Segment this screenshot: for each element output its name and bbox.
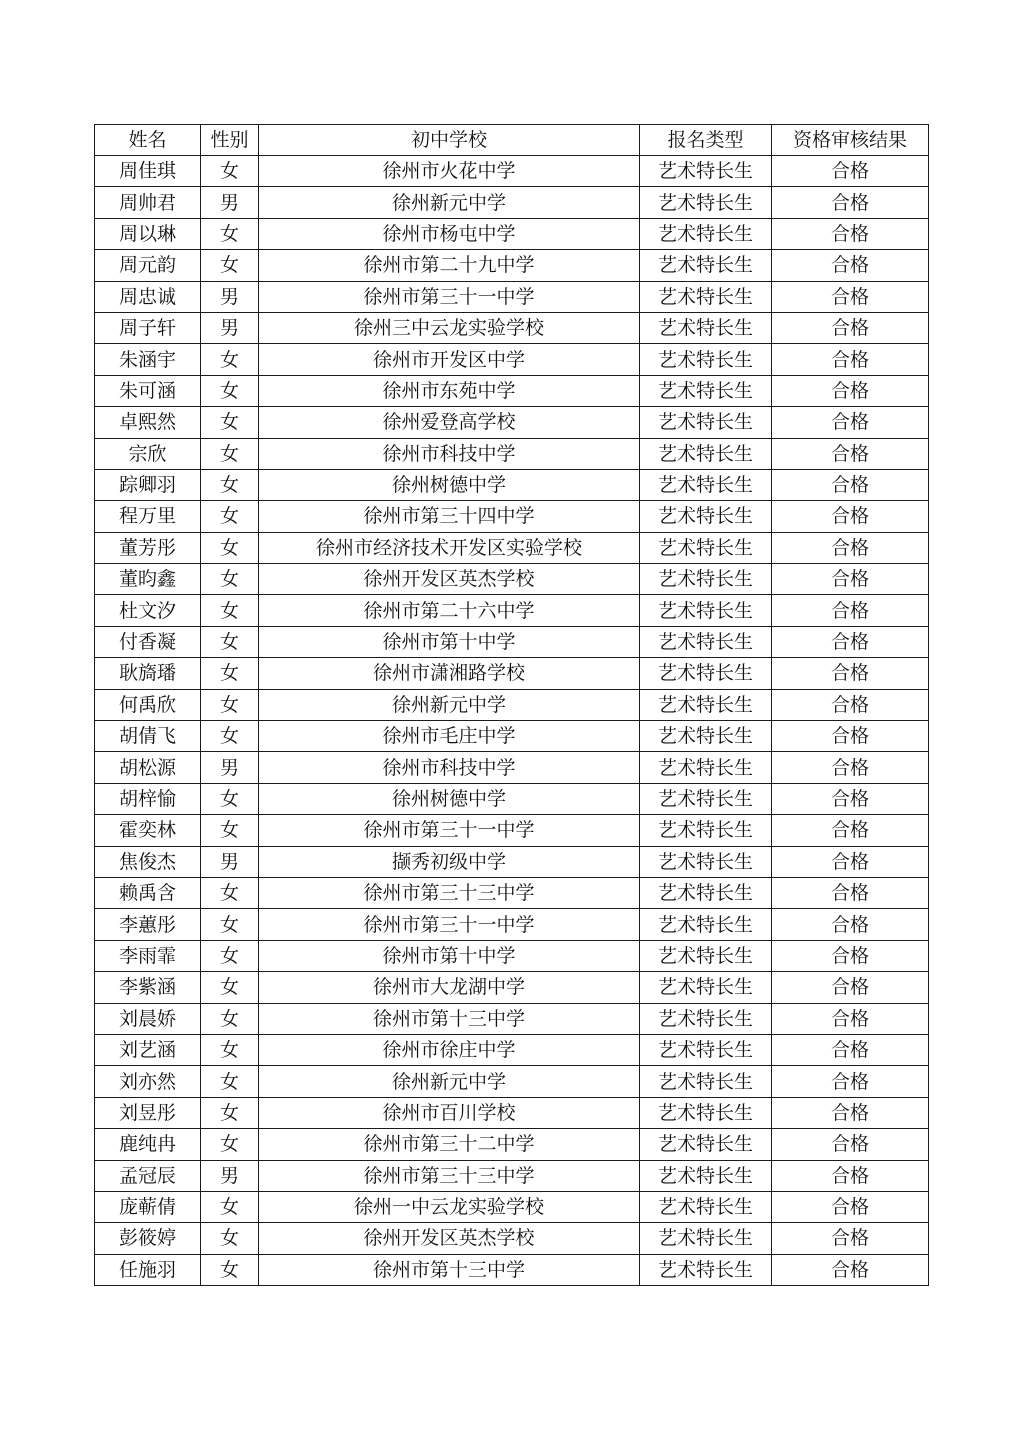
cell-gender: 男 <box>201 187 259 218</box>
table-row <box>95 815 929 846</box>
cell-name: 董芳彤 <box>95 532 201 563</box>
table-row <box>95 218 929 249</box>
cell-school: 徐州市第十中学 <box>259 626 640 657</box>
cell-name: 程万里 <box>95 501 201 532</box>
cell-result: 合格 <box>772 312 929 343</box>
header-type: 报名类型 <box>640 125 772 156</box>
document-page <box>94 124 928 1286</box>
cell-school: 徐州市第三十一中学 <box>259 815 640 846</box>
cell-type: 艺术特长生 <box>640 312 772 343</box>
cell-result: 合格 <box>772 909 929 940</box>
table-body <box>95 156 929 1286</box>
table-row <box>95 281 929 312</box>
cell-name: 李蕙彤 <box>95 909 201 940</box>
cell-school: 撷秀初级中学 <box>259 846 640 877</box>
cell-result: 合格 <box>772 281 929 312</box>
cell-school: 徐州市大龙湖中学 <box>259 972 640 1003</box>
cell-name: 任施羽 <box>95 1254 201 1285</box>
cell-result: 合格 <box>772 1034 929 1065</box>
table-row <box>95 1097 929 1128</box>
cell-name: 周子轩 <box>95 312 201 343</box>
cell-gender: 女 <box>201 595 259 626</box>
cell-result: 合格 <box>772 407 929 438</box>
cell-type: 艺术特长生 <box>640 564 772 595</box>
cell-type: 艺术特长生 <box>640 1003 772 1034</box>
cell-name: 杜文汐 <box>95 595 201 626</box>
cell-school: 徐州市徐庄中学 <box>259 1034 640 1065</box>
table-row <box>95 689 929 720</box>
cell-result: 合格 <box>772 595 929 626</box>
cell-result: 合格 <box>772 218 929 249</box>
table-row <box>95 721 929 752</box>
table-row <box>95 1254 929 1285</box>
header-result: 资格审核结果 <box>772 125 929 156</box>
cell-school: 徐州市百川学校 <box>259 1097 640 1128</box>
cell-gender: 男 <box>201 312 259 343</box>
cell-school: 徐州新元中学 <box>259 1066 640 1097</box>
cell-school: 徐州树德中学 <box>259 469 640 500</box>
cell-result: 合格 <box>772 564 929 595</box>
cell-gender: 男 <box>201 846 259 877</box>
table-row <box>95 877 929 908</box>
cell-type: 艺术特长生 <box>640 1191 772 1222</box>
cell-gender: 女 <box>201 815 259 846</box>
cell-name: 朱涵宇 <box>95 344 201 375</box>
cell-name: 周忠诚 <box>95 281 201 312</box>
cell-name: 耿旖璠 <box>95 658 201 689</box>
cell-result: 合格 <box>772 721 929 752</box>
cell-type: 艺术特长生 <box>640 187 772 218</box>
table-row <box>95 438 929 469</box>
cell-name: 胡松源 <box>95 752 201 783</box>
cell-type: 艺术特长生 <box>640 1160 772 1191</box>
table-row <box>95 752 929 783</box>
cell-gender: 男 <box>201 752 259 783</box>
cell-type: 艺术特长生 <box>640 721 772 752</box>
cell-school: 徐州市第三十三中学 <box>259 877 640 908</box>
header-gender: 性别 <box>201 125 259 156</box>
cell-school: 徐州市第三十二中学 <box>259 1129 640 1160</box>
cell-school: 徐州市第三十四中学 <box>259 501 640 532</box>
cell-type: 艺术特长生 <box>640 1097 772 1128</box>
cell-gender: 男 <box>201 1160 259 1191</box>
cell-gender: 女 <box>201 1066 259 1097</box>
header-school: 初中学校 <box>259 125 640 156</box>
cell-type: 艺术特长生 <box>640 658 772 689</box>
cell-name: 宗欣 <box>95 438 201 469</box>
cell-gender: 女 <box>201 1191 259 1222</box>
cell-school: 徐州市第十中学 <box>259 940 640 971</box>
cell-result: 合格 <box>772 1160 929 1191</box>
header-row <box>95 125 929 156</box>
table-row <box>95 407 929 438</box>
cell-type: 艺术特长生 <box>640 940 772 971</box>
table-row <box>95 156 929 187</box>
cell-gender: 女 <box>201 1034 259 1065</box>
table-row <box>95 1066 929 1097</box>
table-row <box>95 940 929 971</box>
cell-name: 付香凝 <box>95 626 201 657</box>
cell-result: 合格 <box>772 438 929 469</box>
qualification-review-table <box>94 124 929 1286</box>
table-row <box>95 1129 929 1160</box>
cell-result: 合格 <box>772 846 929 877</box>
cell-name: 刘亦然 <box>95 1066 201 1097</box>
cell-type: 艺术特长生 <box>640 783 772 814</box>
table-row <box>95 564 929 595</box>
cell-school: 徐州市第十三中学 <box>259 1254 640 1285</box>
cell-type: 艺术特长生 <box>640 532 772 563</box>
cell-gender: 女 <box>201 721 259 752</box>
table-row <box>95 187 929 218</box>
cell-gender: 女 <box>201 375 259 406</box>
table-row <box>95 658 929 689</box>
cell-name: 孟冠辰 <box>95 1160 201 1191</box>
cell-result: 合格 <box>772 1254 929 1285</box>
cell-type: 艺术特长生 <box>640 1223 772 1254</box>
cell-school: 徐州爱登高学校 <box>259 407 640 438</box>
cell-school: 徐州市潇湘路学校 <box>259 658 640 689</box>
cell-gender: 女 <box>201 783 259 814</box>
cell-gender: 女 <box>201 658 259 689</box>
cell-result: 合格 <box>772 532 929 563</box>
cell-result: 合格 <box>772 1097 929 1128</box>
cell-type: 艺术特长生 <box>640 250 772 281</box>
cell-type: 艺术特长生 <box>640 689 772 720</box>
cell-name: 霍奕林 <box>95 815 201 846</box>
cell-name: 刘昱彤 <box>95 1097 201 1128</box>
cell-school: 徐州市科技中学 <box>259 752 640 783</box>
cell-name: 董昀鑫 <box>95 564 201 595</box>
cell-result: 合格 <box>772 501 929 532</box>
cell-name: 周佳琪 <box>95 156 201 187</box>
table-row <box>95 532 929 563</box>
cell-school: 徐州新元中学 <box>259 689 640 720</box>
cell-school: 徐州市第三十一中学 <box>259 281 640 312</box>
cell-result: 合格 <box>772 815 929 846</box>
cell-gender: 女 <box>201 532 259 563</box>
cell-school: 徐州新元中学 <box>259 187 640 218</box>
table-row <box>95 1003 929 1034</box>
cell-name: 朱可涵 <box>95 375 201 406</box>
cell-name: 庞蕲倩 <box>95 1191 201 1222</box>
cell-name: 赖禹含 <box>95 877 201 908</box>
table-row <box>95 1034 929 1065</box>
cell-gender: 女 <box>201 156 259 187</box>
cell-result: 合格 <box>772 375 929 406</box>
cell-result: 合格 <box>772 1003 929 1034</box>
cell-type: 艺术特长生 <box>640 626 772 657</box>
cell-type: 艺术特长生 <box>640 407 772 438</box>
cell-school: 徐州开发区英杰学校 <box>259 564 640 595</box>
cell-result: 合格 <box>772 1223 929 1254</box>
table-row <box>95 1160 929 1191</box>
cell-gender: 女 <box>201 1003 259 1034</box>
cell-school: 徐州市杨屯中学 <box>259 218 640 249</box>
cell-name: 焦俊杰 <box>95 846 201 877</box>
cell-type: 艺术特长生 <box>640 909 772 940</box>
table-row <box>95 501 929 532</box>
table-row <box>95 375 929 406</box>
cell-gender: 女 <box>201 1223 259 1254</box>
cell-type: 艺术特长生 <box>640 1254 772 1285</box>
cell-result: 合格 <box>772 1066 929 1097</box>
cell-gender: 男 <box>201 281 259 312</box>
cell-gender: 女 <box>201 877 259 908</box>
cell-type: 艺术特长生 <box>640 218 772 249</box>
cell-type: 艺术特长生 <box>640 1129 772 1160</box>
cell-name: 卓熙然 <box>95 407 201 438</box>
cell-school: 徐州市开发区中学 <box>259 344 640 375</box>
cell-gender: 女 <box>201 469 259 500</box>
cell-result: 合格 <box>772 689 929 720</box>
cell-result: 合格 <box>772 250 929 281</box>
table-row <box>95 626 929 657</box>
cell-school: 徐州树德中学 <box>259 783 640 814</box>
cell-gender: 女 <box>201 1129 259 1160</box>
cell-school: 徐州市东苑中学 <box>259 375 640 406</box>
cell-school: 徐州市第三十一中学 <box>259 909 640 940</box>
cell-name: 踪卿羽 <box>95 469 201 500</box>
cell-type: 艺术特长生 <box>640 438 772 469</box>
cell-type: 艺术特长生 <box>640 469 772 500</box>
cell-result: 合格 <box>772 1129 929 1160</box>
cell-school: 徐州市毛庄中学 <box>259 721 640 752</box>
cell-name: 鹿纯冉 <box>95 1129 201 1160</box>
cell-type: 艺术特长生 <box>640 375 772 406</box>
cell-school: 徐州市科技中学 <box>259 438 640 469</box>
cell-gender: 女 <box>201 689 259 720</box>
cell-school: 徐州市经济技术开发区实验学校 <box>259 532 640 563</box>
cell-type: 艺术特长生 <box>640 344 772 375</box>
cell-school: 徐州市第十三中学 <box>259 1003 640 1034</box>
cell-name: 刘艺涵 <box>95 1034 201 1065</box>
table-row <box>95 1223 929 1254</box>
cell-type: 艺术特长生 <box>640 1034 772 1065</box>
cell-type: 艺术特长生 <box>640 972 772 1003</box>
cell-result: 合格 <box>772 972 929 1003</box>
cell-gender: 女 <box>201 1254 259 1285</box>
table-row <box>95 1191 929 1222</box>
table-header <box>95 125 929 156</box>
cell-result: 合格 <box>772 940 929 971</box>
cell-result: 合格 <box>772 626 929 657</box>
cell-type: 艺术特长生 <box>640 846 772 877</box>
cell-name: 胡倩飞 <box>95 721 201 752</box>
cell-result: 合格 <box>772 469 929 500</box>
cell-name: 周以琳 <box>95 218 201 249</box>
cell-school: 徐州市第二十六中学 <box>259 595 640 626</box>
table-row <box>95 783 929 814</box>
cell-name: 周帅君 <box>95 187 201 218</box>
cell-name: 李雨霏 <box>95 940 201 971</box>
cell-gender: 女 <box>201 940 259 971</box>
cell-name: 彭筱婷 <box>95 1223 201 1254</box>
cell-gender: 女 <box>201 909 259 940</box>
cell-result: 合格 <box>772 658 929 689</box>
cell-result: 合格 <box>772 156 929 187</box>
cell-type: 艺术特长生 <box>640 877 772 908</box>
cell-gender: 女 <box>201 250 259 281</box>
cell-gender: 女 <box>201 501 259 532</box>
cell-result: 合格 <box>772 783 929 814</box>
cell-type: 艺术特长生 <box>640 501 772 532</box>
cell-gender: 女 <box>201 438 259 469</box>
cell-school: 徐州市第三十三中学 <box>259 1160 640 1191</box>
cell-name: 刘晨娇 <box>95 1003 201 1034</box>
table-row <box>95 469 929 500</box>
table-row <box>95 250 929 281</box>
cell-gender: 女 <box>201 218 259 249</box>
cell-result: 合格 <box>772 187 929 218</box>
cell-name: 胡梓愉 <box>95 783 201 814</box>
table-row <box>95 344 929 375</box>
table-row <box>95 312 929 343</box>
cell-gender: 女 <box>201 344 259 375</box>
cell-gender: 女 <box>201 972 259 1003</box>
cell-type: 艺术特长生 <box>640 815 772 846</box>
cell-school: 徐州开发区英杰学校 <box>259 1223 640 1254</box>
cell-school: 徐州市火花中学 <box>259 156 640 187</box>
cell-gender: 女 <box>201 407 259 438</box>
cell-type: 艺术特长生 <box>640 281 772 312</box>
cell-school: 徐州一中云龙实验学校 <box>259 1191 640 1222</box>
cell-type: 艺术特长生 <box>640 752 772 783</box>
cell-gender: 女 <box>201 1097 259 1128</box>
cell-type: 艺术特长生 <box>640 1066 772 1097</box>
cell-result: 合格 <box>772 344 929 375</box>
header-name: 姓名 <box>95 125 201 156</box>
cell-result: 合格 <box>772 877 929 908</box>
cell-name: 周元韵 <box>95 250 201 281</box>
table-row <box>95 909 929 940</box>
cell-gender: 女 <box>201 564 259 595</box>
cell-gender: 女 <box>201 626 259 657</box>
cell-school: 徐州市第二十九中学 <box>259 250 640 281</box>
cell-type: 艺术特长生 <box>640 156 772 187</box>
table-row <box>95 846 929 877</box>
cell-type: 艺术特长生 <box>640 595 772 626</box>
cell-result: 合格 <box>772 752 929 783</box>
cell-school: 徐州三中云龙实验学校 <box>259 312 640 343</box>
table-row <box>95 972 929 1003</box>
cell-name: 李紫涵 <box>95 972 201 1003</box>
cell-name: 何禹欣 <box>95 689 201 720</box>
table-row <box>95 595 929 626</box>
cell-result: 合格 <box>772 1191 929 1222</box>
